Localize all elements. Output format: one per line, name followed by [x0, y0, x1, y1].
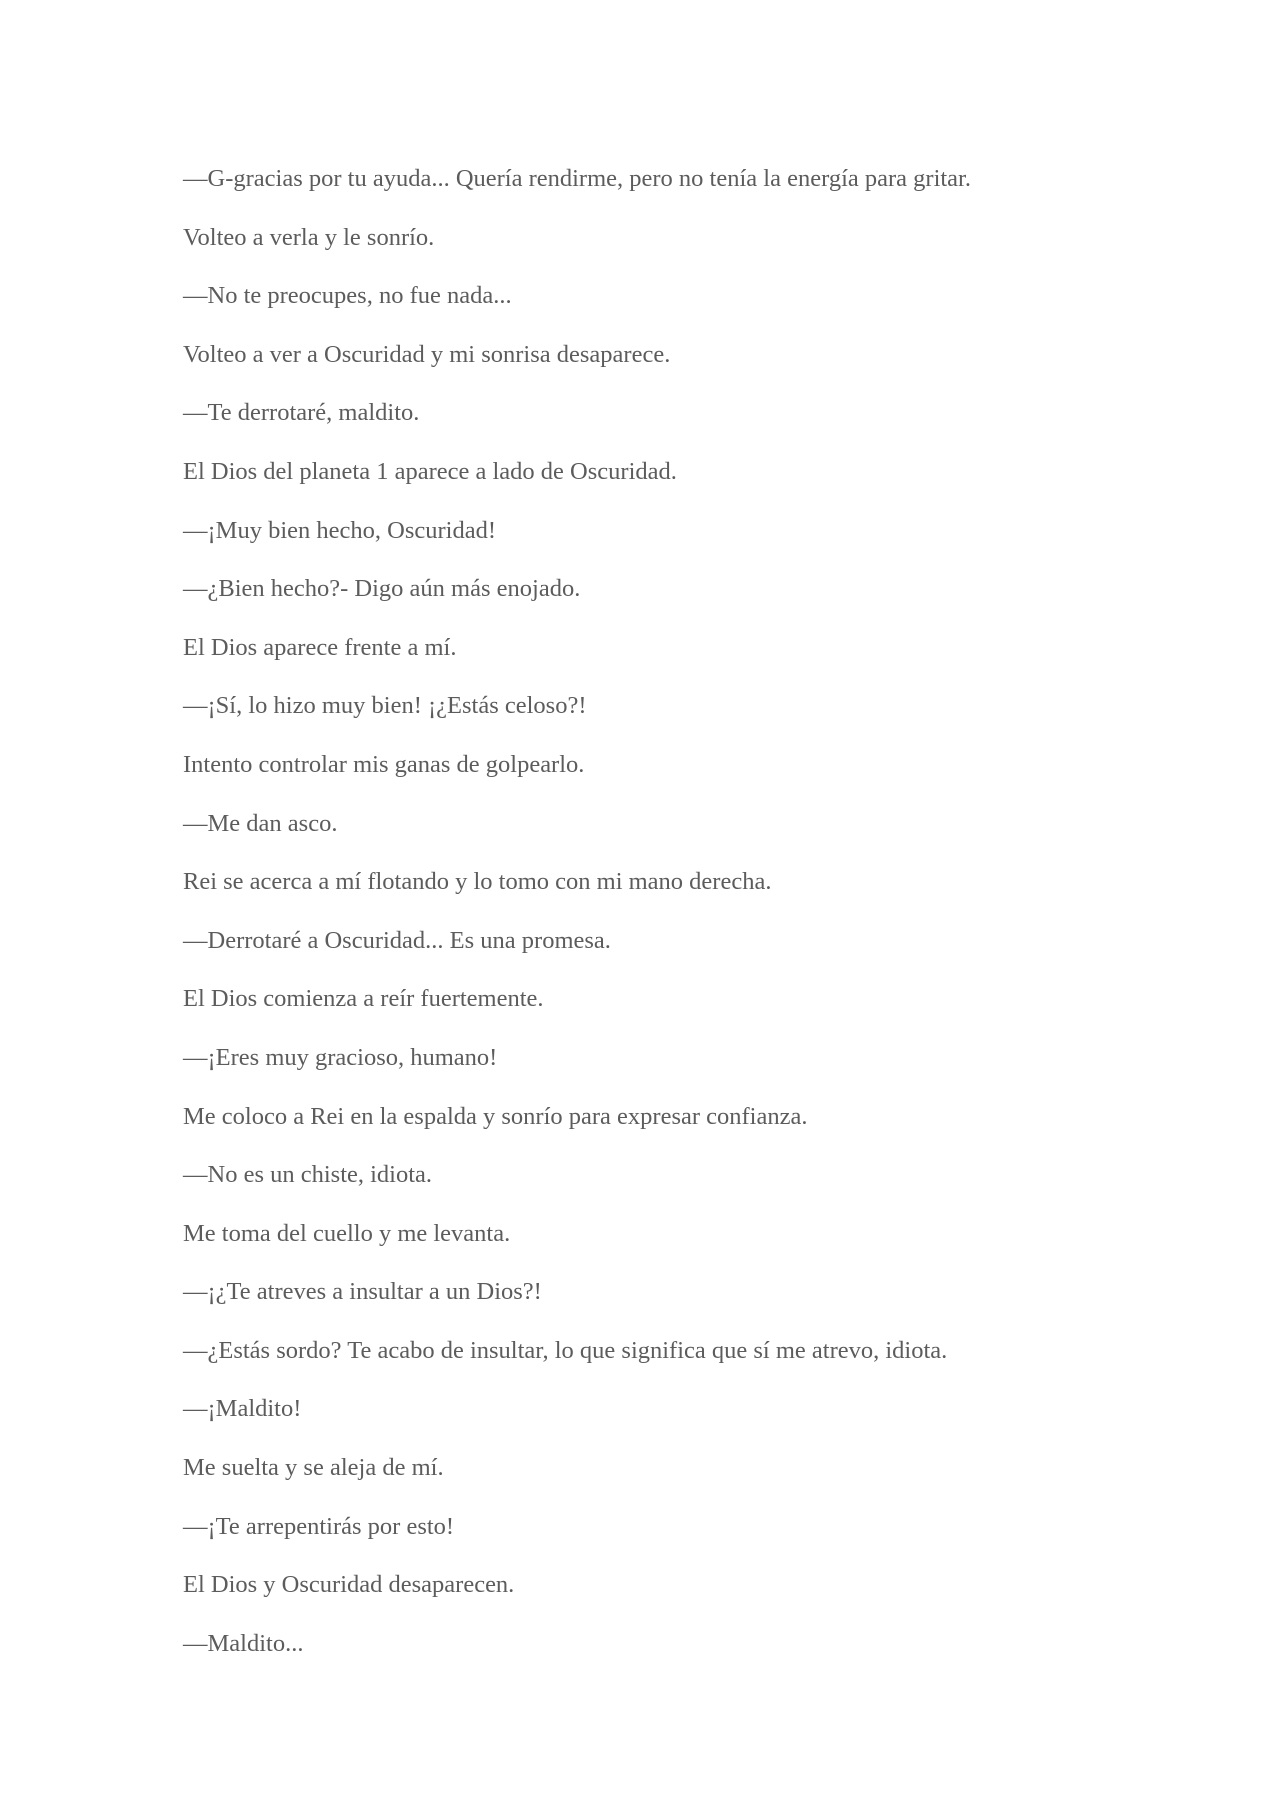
- text-line: —Derrotaré a Oscuridad... Es una promesa.: [183, 926, 611, 954]
- text-line: —¡Eres muy gracioso, humano!: [183, 1043, 498, 1071]
- text-line: —¡Sí, lo hizo muy bien! ¡¿Estás celoso?!: [183, 692, 587, 720]
- text-line: Me suelta y se aleja de mí.: [183, 1454, 444, 1482]
- text-line: —Te derrotaré, maldito.: [183, 399, 420, 427]
- text-line: —¿Bien hecho?- Digo aún más enojado.: [183, 575, 581, 603]
- document-body: [183, 158, 1183, 1681]
- text-line: —¡Maldito!: [183, 1395, 302, 1423]
- text-line: —¡Te arrepentirás por esto!: [183, 1512, 455, 1540]
- text-line: Volteo a verla y le sonrío.: [183, 223, 435, 251]
- text-line: —Me dan asco.: [183, 809, 338, 837]
- text-line: —No te preocupes, no fue nada...: [183, 282, 512, 310]
- text-line: —No es un chiste, idiota.: [183, 1161, 433, 1189]
- text-line: —Maldito...: [183, 1629, 304, 1657]
- text-line: Intento controlar mis ganas de golpearlo.: [183, 750, 585, 778]
- text-line: Volteo a ver a Oscuridad y mi sonrisa desaparece.: [183, 340, 671, 368]
- text-line: Me coloco a Rei en la espalda y sonrío para expresar confianza.: [183, 1102, 808, 1130]
- text-line: El Dios comienza a reír fuertemente.: [183, 985, 544, 1013]
- text-line: Me toma del cuello y me levanta.: [183, 1219, 511, 1247]
- text-line: —¡¿Te atreves a insultar a un Dios?!: [183, 1278, 542, 1306]
- text-line: El Dios y Oscuridad desaparecen.: [183, 1571, 515, 1599]
- text-line: —G-gracias por tu ayuda... Quería rendirme, pero no tenía la energía para gritar.: [183, 165, 971, 192]
- text-line: —¿Estás sordo? Te acabo de insultar, lo que significa que sí me atrevo, idiota.: [183, 1336, 948, 1364]
- text-line: El Dios del planeta 1 aparece a lado de Oscuridad.: [183, 457, 677, 485]
- text-line: Rei se acerca a mí flotando y lo tomo con mi mano derecha.: [183, 868, 772, 896]
- text-line: El Dios aparece frente a mí.: [183, 633, 457, 661]
- text-line: —¡Muy bien hecho, Oscuridad!: [183, 516, 496, 544]
